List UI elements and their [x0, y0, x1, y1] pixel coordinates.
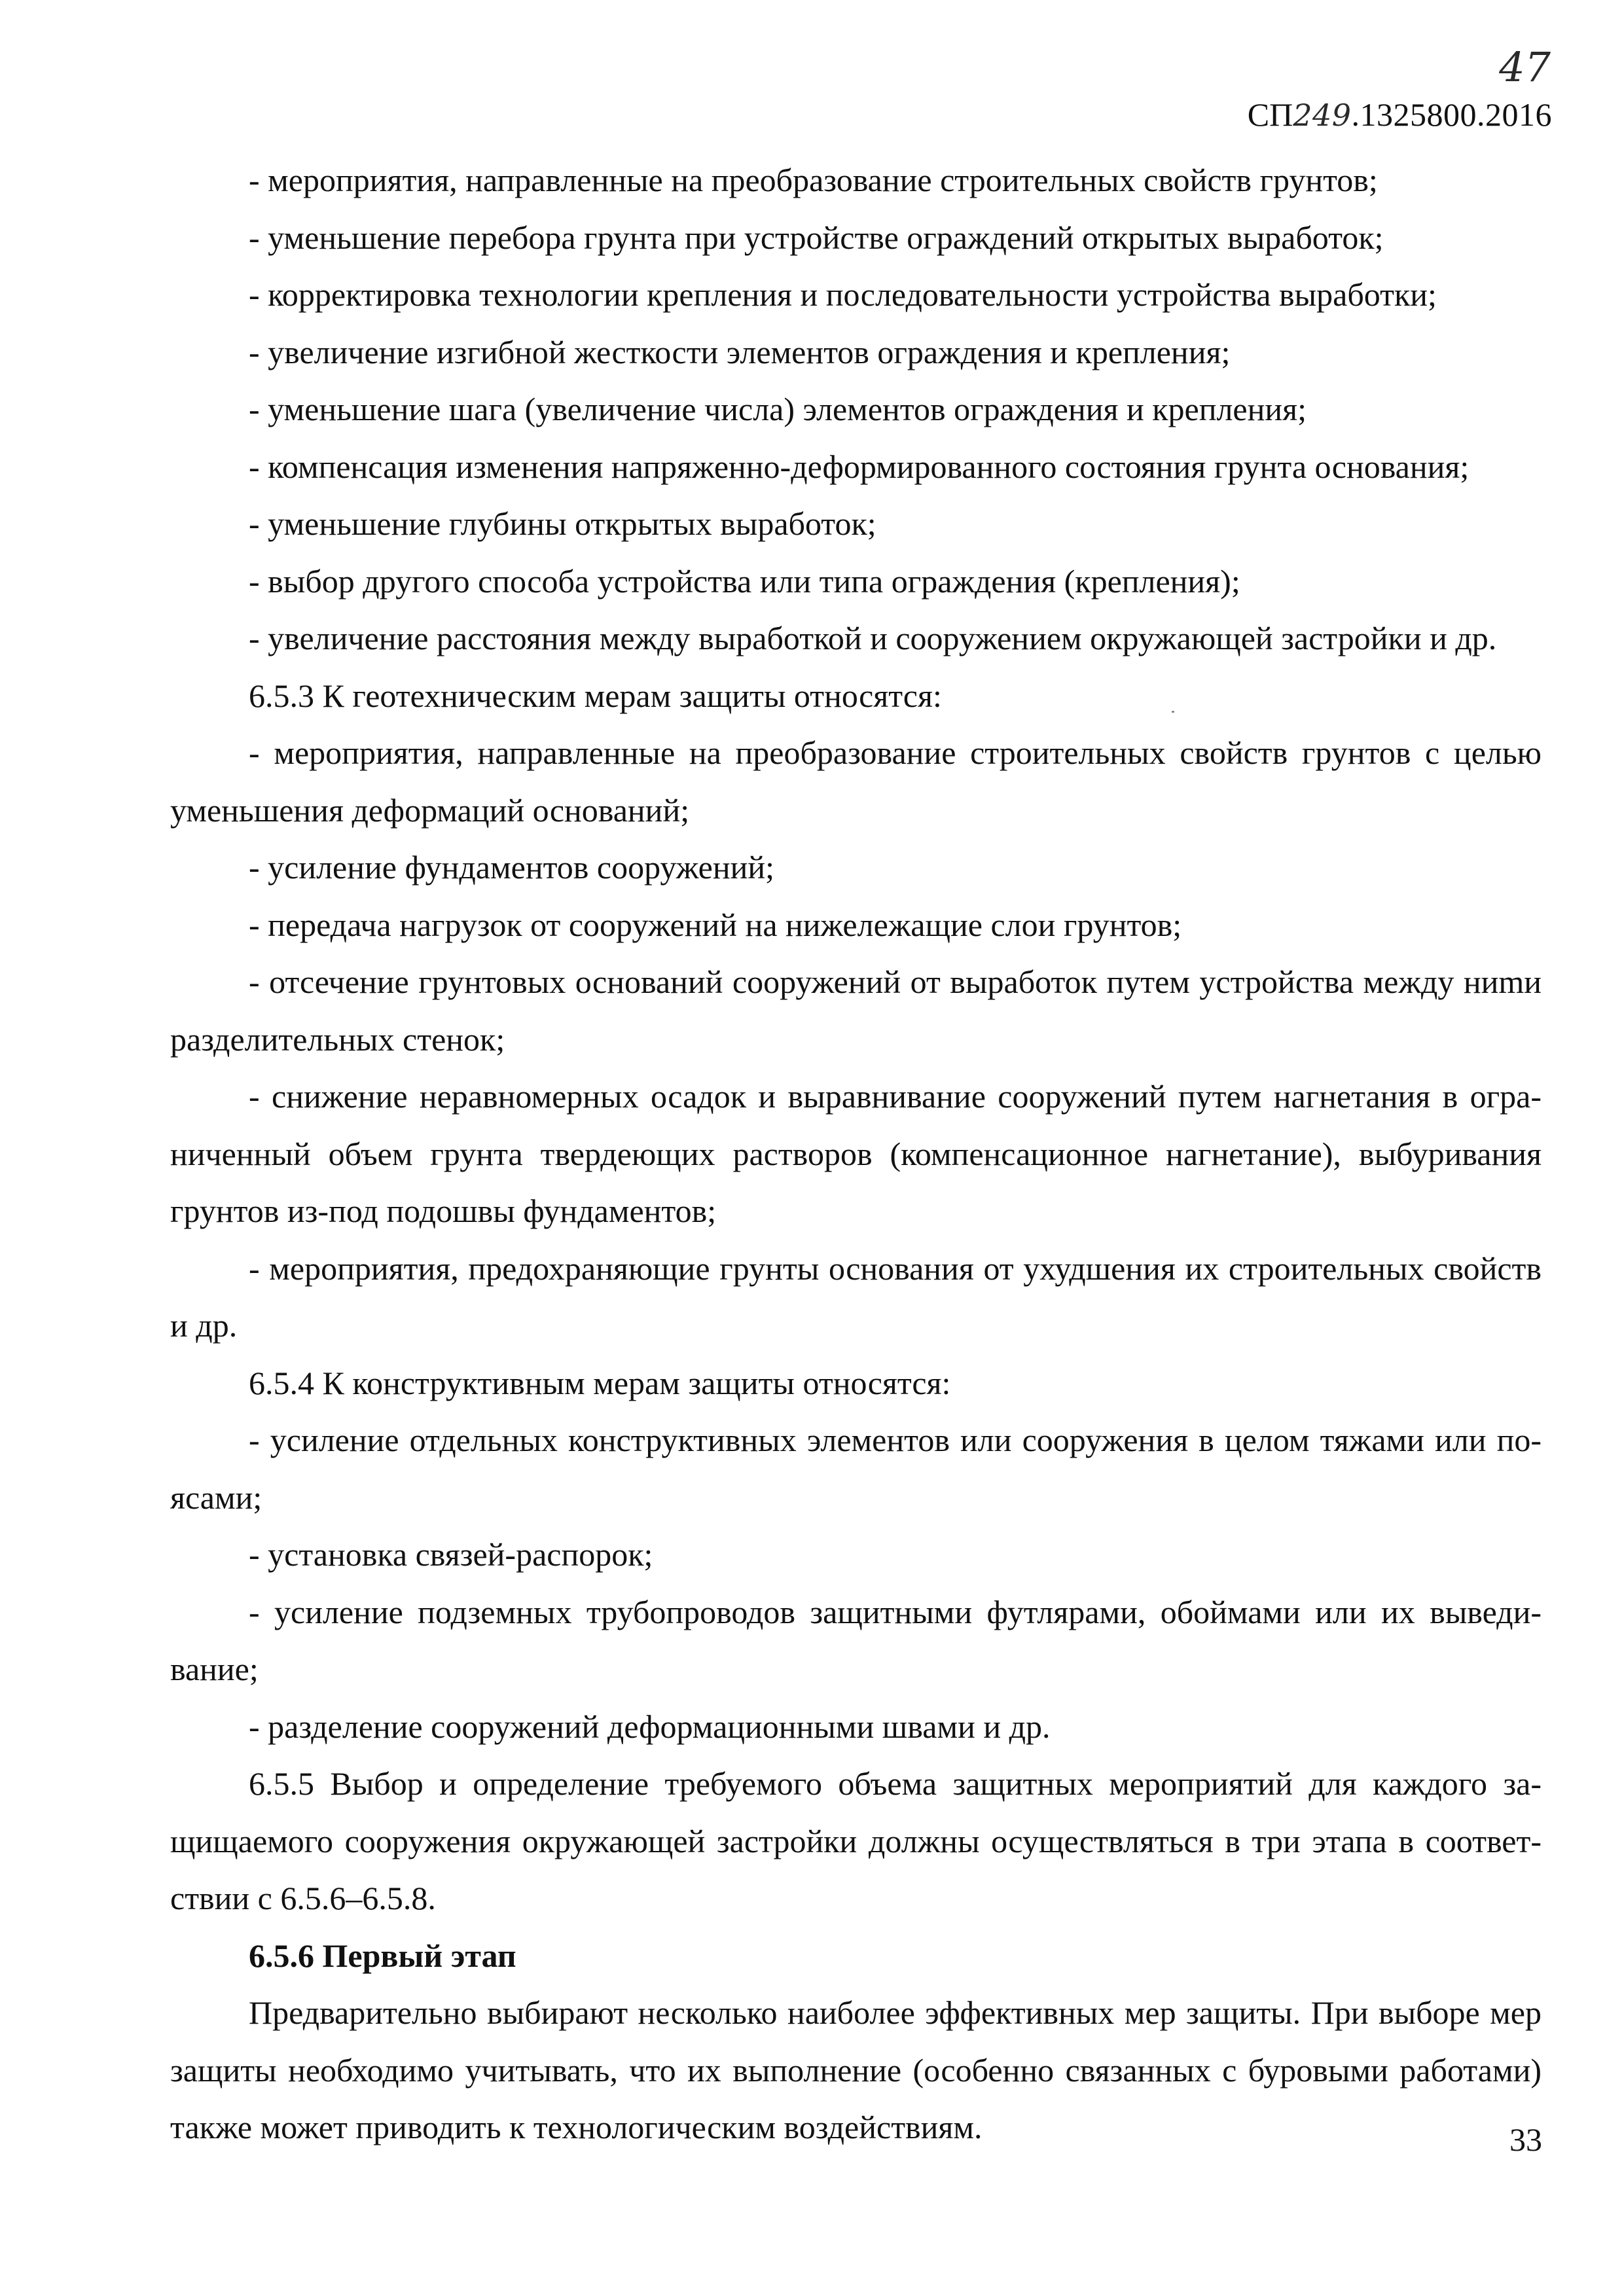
paragraph: - отсечение грунтовых оснований сооружений от выработок путем устройства между ниmи разделительных стенок;: [170, 963, 1542, 1058]
paragraph: - усиление отдельных конструктивных элементов или сооружения в целом тяжами или поясами;: [170, 1422, 1542, 1516]
paragraph: - уменьшение перебора грунта при устройстве ограждений открытых выработок;: [249, 219, 1384, 256]
document-code: [1248, 98, 1552, 131]
paragraph: - передача нагрузок от сооружений на нижележащие слои грунтов;: [249, 906, 1182, 943]
paragraph: 6.5.3 К геотехническим мерам защиты относятся:: [249, 677, 942, 714]
paragraph: Предварительно выбирают несколько наиболее эффективных мер защиты. При выборе мер защиты необходимо учитывать, что их выполнение (особенно связанных с буровыми работами) также может приводить к технологическим воздействиям.: [170, 1994, 1542, 2145]
paragraph: - увеличение расстояния между выработкой и сооружением окружающей застройки и др.: [249, 620, 1497, 656]
paragraph: - выбор другого способа устройства или типа ограждения (крепления);: [249, 562, 1240, 600]
paragraph: - мероприятия, направленные на преобразование строительных свойств грунтов;: [249, 162, 1378, 198]
document-code-suffix: .1325800.2016: [1351, 96, 1552, 133]
paragraph: - уменьшение шага (увеличение числа) элементов ограждения и крепления;: [249, 391, 1307, 427]
paragraph: - снижение неравномерных осадок и выравнивание сооружений путем нагнетания в ограниченный объем грунта твердеющих растворов (компенсационное нагнетание), выбуривания грунтов из-под подошвы фундаментов;: [170, 1078, 1542, 1229]
paragraph: - компенсация изменения напряженно-деформированного состояния грунта основания;: [249, 448, 1470, 485]
paragraph: - мероприятия, направленные на преобразование строительных свойств грунтов с целью уменьшения деформаций оснований;: [170, 734, 1542, 829]
document-body: [170, 152, 1542, 2157]
paragraph: - установка связей-распорок;: [249, 1536, 653, 1573]
paragraph: - увеличение изгибной жесткости элементов ограждения и крепления;: [249, 333, 1231, 370]
section-heading: 6.5.6 Первый этап: [249, 1937, 516, 1974]
paragraph: - уменьшение глубины открытых выработок;: [249, 505, 876, 542]
paragraph: - усиление подземных трубопроводов защитными футлярами, обоймами или их выведивание;: [170, 1593, 1542, 1687]
page-number: 33: [1509, 2121, 1542, 2158]
paragraph: - разделение сооружений деформационными швами и др.: [249, 1708, 1051, 1745]
paragraph: 6.5.4 К конструктивным мерам защиты относятся:: [249, 1364, 951, 1401]
paragraph: - мероприятия, предохраняющие грунты основания от ухудшения их строительных свойств и др.: [170, 1249, 1542, 1344]
paragraph: - корректировка технологии крепления и последовательности устройства выработки;: [249, 276, 1437, 313]
handwritten-page-number: 47: [1499, 43, 1551, 91]
paragraph: - усиление фундаментов сооружений;: [249, 849, 775, 886]
document-code-prefix: СП: [1247, 96, 1293, 133]
paragraph: 6.5.5 Выбор и определение требуемого объема защитных мероприятий для каждого защищаемого сооружения окружающей застройки должны осуществляться в три этапа в соответствии с 6.5.6–6.5.8.: [170, 1765, 1542, 1916]
document-code-handwritten: 249: [1293, 98, 1352, 133]
